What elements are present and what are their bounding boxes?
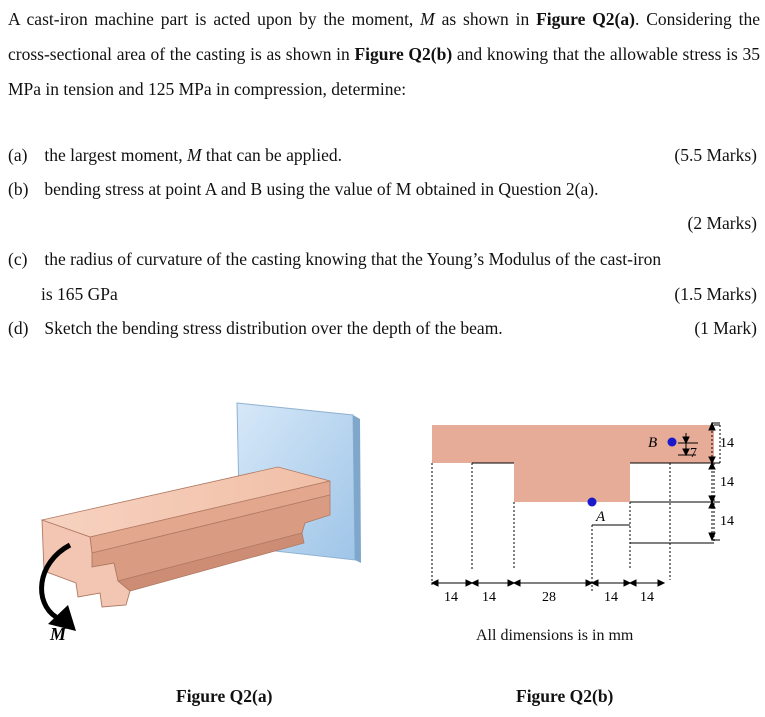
dim-horizontal-1: 14 [444,590,458,605]
intro-part1: A cast-iron machine part is acted upon by the moment, [8,9,414,29]
dim-vertical-1: 14 [720,436,734,451]
question-a-marks: (5.5 Marks) [674,145,757,165]
figure-b-caption: Figure Q2(b) [516,686,614,706]
horizontal-dimension [432,580,664,586]
question-a-symbol: M [186,145,202,165]
question-d-text: Sketch the bending stress distribution over the depth of the beam. [44,318,503,338]
question-a-tag: (a) [8,145,28,165]
question-b-marks: (2 Marks) [687,213,757,233]
figure-b-drawing [420,415,750,615]
figure-a-drawing [30,395,375,650]
question-d-marks: (1 Mark) [694,318,757,338]
question-a-text-before: the largest moment, [44,145,183,165]
question-b-text: bending stress at point A and B using the value of M obtained in Question 2(a). [44,179,599,199]
intro-moment-symbol: M [420,9,435,29]
dimensions-note: All dimensions is in mm [476,627,634,644]
point-a-label: A [596,509,606,525]
intro-figure-b-ref: Figure Q2(b) [354,44,453,64]
question-a-text-after: that can be applied. [205,145,342,165]
point-b-label: B [648,435,658,451]
question-d [8,316,503,340]
question-b-tag: (b) [8,179,29,199]
question-c-continuation: is 165 GPa [41,284,118,304]
dim-horizontal-3: 28 [542,590,556,605]
question-c [8,247,661,271]
dim-horizontal-4: 14 [604,590,618,605]
question-c-tag: (c) [8,249,28,269]
point-a-marker [588,498,597,507]
question-d-tag: (d) [8,318,29,338]
intro-part2: as shown in [441,9,530,29]
question-c-text: the radius of curvature of the casting knowing that the Young’s Modulus of the cast-iron [44,249,662,269]
dim-vertical-3: 14 [720,514,734,529]
dim-horizontal-2: 14 [482,590,496,605]
point-b-marker [668,438,677,447]
dim-horizontal-5: 14 [640,590,654,605]
intro-figure-a-ref: Figure Q2(a) [536,9,635,29]
intro-part4: and knowing that the allowable stress is 35 MPa in tension and 125 MPa in compression, determine: [8,44,760,99]
figure-a-caption: Figure Q2(a) [176,686,273,706]
question-a [8,143,342,167]
dim-vertical-2: 14 [720,475,734,490]
question-b [8,177,598,201]
dim-b-offset: 7 [690,446,697,461]
intro-part3: . Considering the cross-sectional area of the casting is as shown in [8,9,760,64]
question-c-marks: (1.5 Marks) [674,284,757,304]
moment-label: M [50,624,67,644]
intro-paragraph [8,2,760,107]
